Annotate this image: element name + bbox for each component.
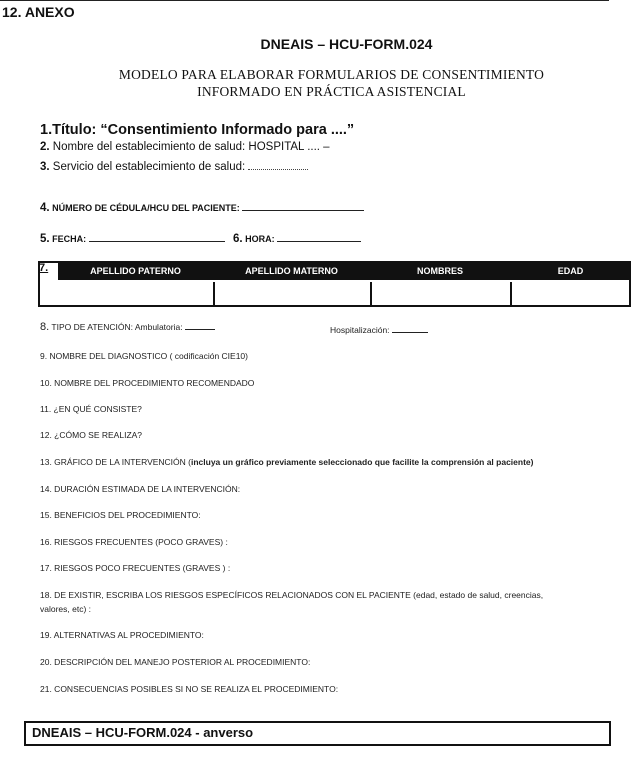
field-label: Nombre del establecimiento de salud: HOSPITAL .... – — [52, 141, 330, 153]
field-number: 4. — [40, 202, 50, 214]
header-nombres: NOMBRES — [416, 266, 463, 276]
field-label: FECHA: — [52, 234, 87, 244]
form-item — [40, 457, 533, 467]
subtitle-line-2: INFORMADO EN PRÁCTICA ASISTENCIAL — [197, 84, 466, 99]
form-item-label: 21. CONSECUENCIAS POSIBLES SI NO SE REALIZA EL PROCEDIMIENTO: — [40, 684, 339, 694]
form-item — [40, 351, 248, 361]
field-number: 3. — [40, 161, 50, 173]
top-rule — [0, 0, 609, 1]
form-item — [40, 657, 310, 667]
form-item — [40, 684, 338, 694]
form-subtitle — [0, 66, 633, 100]
header-edad: EDAD — [557, 266, 584, 276]
field-id-number — [40, 199, 364, 214]
form-item-label: 19. ALTERNATIVAS AL PROCEDIMIENTO: — [40, 630, 204, 640]
hospitalization-blank[interactable] — [392, 324, 428, 333]
field-label: Servicio del establecimiento de salud: — [52, 161, 246, 173]
form-item — [40, 510, 201, 520]
form-item — [40, 604, 91, 614]
item-hospitalization — [330, 324, 428, 335]
form-item-label: 11. ¿EN QUÉ CONSISTE? — [40, 404, 142, 414]
field-time — [233, 230, 361, 245]
section-heading: 12. ANEXO — [2, 4, 75, 20]
form-item-label: valores, etc) : — [40, 604, 92, 614]
form-item — [40, 404, 142, 414]
form-item — [40, 537, 228, 547]
form-item — [40, 630, 204, 640]
form-item-label: 14. DURACIÓN ESTIMADA DE LA INTERVENCIÓN: — [40, 484, 241, 494]
form-item-label: 12. ¿CÓMO SE REALIZA? — [40, 430, 143, 440]
form-item-label: 20. DESCRIPCIÓN DEL MANEJO POSTERIOR AL PROCEDIMIENTO: — [40, 657, 311, 667]
fill-blank[interactable] — [248, 159, 308, 170]
form-item-label: 9. NOMBRE DEL DIAGNOSTICO ( codificación CIE10) — [40, 351, 248, 361]
form-item-label: 10. NOMBRE DEL PROCEDIMIENTO RECOMENDADO — [40, 378, 255, 388]
cell-apellido-paterno[interactable] — [40, 282, 215, 307]
cell-nombres[interactable] — [372, 282, 512, 307]
form-item-label: 18. DE EXISTIR, ESCRIBA LOS RIESGOS ESPECÍFICOS RELACIONADOS CON EL PACIENTE (edad, estado de salud, creencias, — [40, 590, 544, 600]
ambulatory-blank[interactable] — [185, 321, 215, 330]
form-title-line: 1.Título: “Consentimiento Informado para ....” — [40, 122, 355, 138]
form-item — [40, 378, 254, 388]
header-apellido-paterno: APELLIDO PATERNO — [90, 266, 181, 276]
form-item-note: incluya un gráfico previamente seleccionado que facilite la comprensión al paciente) — [191, 457, 534, 467]
field-number: 5. — [40, 233, 50, 245]
form-item — [40, 484, 240, 494]
form-item — [40, 563, 230, 573]
field-label: HORA: — [245, 234, 275, 244]
item-label: TIPO DE ATENCIÓN: Ambulatoria: — [51, 322, 183, 332]
item-label: Hospitalización: — [330, 325, 390, 335]
form-item — [40, 430, 142, 440]
item-number: 8. — [40, 321, 50, 333]
field-date — [40, 230, 225, 245]
cell-apellido-materno[interactable] — [215, 282, 372, 307]
subtitle-line-1: MODELO PARA ELABORAR FORMULARIOS DE CONSENTIMIENTO — [118, 67, 545, 82]
patient-table — [38, 261, 631, 307]
table-number: 7. — [39, 262, 49, 274]
form-item-label: 15. BENEFICIOS DEL PROCEDIMIENTO: — [40, 510, 201, 520]
footer-box: DNEAIS – HCU-FORM.024 - anverso — [24, 721, 611, 746]
id-blank[interactable] — [242, 199, 364, 211]
field-label: NÚMERO DE CÉDULA/HCU DEL PACIENTE: — [52, 203, 240, 213]
form-code: DNEAIS – HCU-FORM.024 — [260, 36, 433, 52]
field-service — [40, 159, 308, 173]
date-blank[interactable] — [89, 230, 225, 242]
item-attention-type — [40, 321, 215, 333]
header-apellido-materno: APELLIDO MATERNO — [245, 266, 338, 276]
table-header — [58, 263, 629, 280]
time-blank[interactable] — [277, 230, 361, 242]
field-number: 6. — [233, 233, 243, 245]
form-item — [40, 590, 543, 600]
form-item-label: 16. RIESGOS FRECUENTES (POCO GRAVES) : — [40, 537, 228, 547]
field-number: 2. — [40, 141, 50, 153]
form-item-label: 17. RIESGOS POCO FRECUENTES (GRAVES ) : — [40, 563, 231, 573]
cell-edad[interactable] — [512, 282, 631, 307]
form-item-label: 13. GRÁFICO DE LA INTERVENCIÓN ( — [40, 457, 191, 467]
field-establishment — [40, 141, 330, 153]
